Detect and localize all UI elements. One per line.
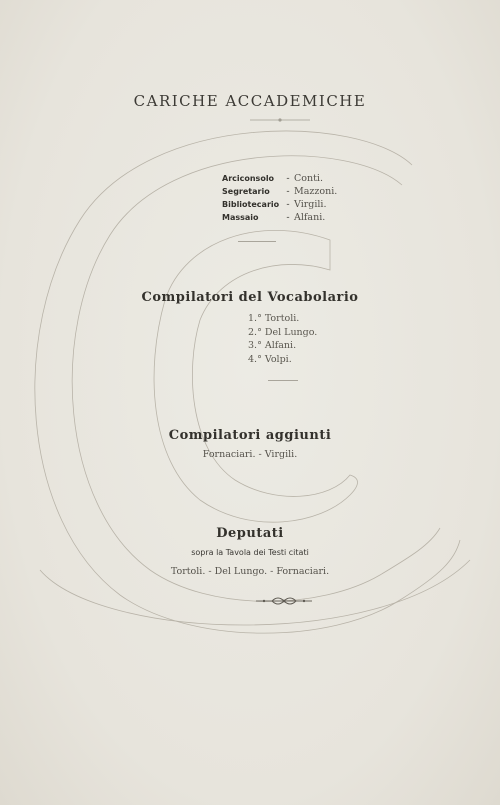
separator-dash: - [286,212,290,223]
officer-name: Mazzoni. [294,186,338,197]
title-rule-ornament [250,116,310,124]
separator-dash: - [286,186,290,197]
separator-dash: - [286,199,290,210]
divider-rule [268,380,298,381]
vocabolario-list [248,312,368,366]
officer-role: Arciconsolo [222,174,275,183]
deputati-subtitle: sopra la Tavola dei Testi citati [191,548,309,557]
separator-dash: - [286,173,290,184]
aggiunti-heading: Compilatori aggiunti [168,428,332,443]
list-item: 1.° Tortoli. [248,313,300,324]
deputati-heading: Deputati [216,526,284,541]
list-item: 3.° Alfani. [248,340,297,351]
officer-name: Virgili. [294,199,327,210]
officer-row [222,185,382,198]
officer-role: Bibliotecario [222,200,280,209]
deputati-names: Tortoli. - Del Lungo. - Fornaciari. [170,566,330,577]
officer-name: Conti. [294,173,323,184]
officer-row [222,211,382,224]
vocabolario-heading: Compilatori del Vocabolario [141,290,359,305]
list-item: 4.° Volpi. [248,353,292,365]
officer-role: Segretario [222,187,270,196]
officer-row [222,198,382,211]
officer-row [222,172,382,185]
page-title: CARICHE ACCADEMICHE [133,92,367,110]
end-ornament [254,595,314,607]
aggiunti-names: Fornaciari. - Virgili. [202,449,298,460]
divider-rule [238,241,276,242]
officers-list [222,172,382,224]
officer-role: Massaio [222,213,259,222]
officer-name: Alfani. [294,212,326,223]
list-item: 2.° Del Lungo. [248,326,318,338]
